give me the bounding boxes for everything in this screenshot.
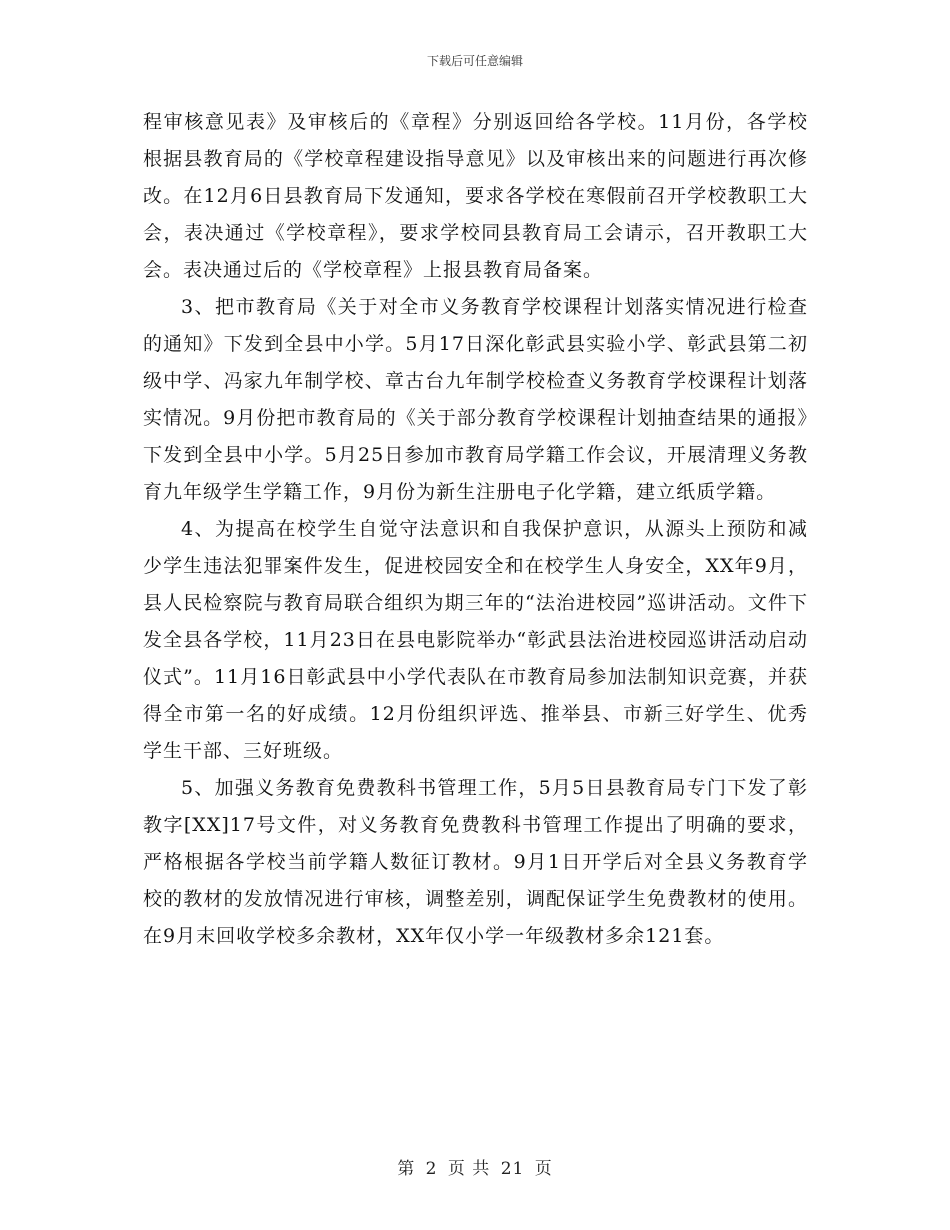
paragraph-4: 5、加强义务教育免费教科书管理工作，5月5日县教育局专门下发了彰教字[XX]17号文件，对义务教育免费教科书管理工作提出了明确的要求，严格根据各学校当前学籍人数征订教材。9月1日开学后对全县义务教育学校的教材的发放情况进行审核，调整差别，调配保证学生免费教材的使用。在9月末回收学校多余教材，XX年仅小学一年级教材多余121套。 [143, 777, 808, 947]
total-pages-number: 21 [500, 1159, 525, 1179]
footer-middle: 页 共 [447, 1159, 491, 1179]
current-page-number: 2 [425, 1159, 438, 1179]
footer-suffix: 页 [534, 1159, 553, 1179]
page-footer [0, 1154, 950, 1179]
footer-prefix: 第 [397, 1159, 416, 1179]
header-note: 下载后可任意编辑 [426, 54, 523, 68]
document-body [143, 104, 808, 955]
paragraph-3: 4、为提高在校学生自觉守法意识和自我保护意识，从源头上预防和减少学生违法犯罪案件发生，促进校园安全和在校学生人身安全，XX年9月，县人民检察院与教育局联合组织为期三年的“法治进校园”巡讲活动。文件下发全县各学校，11月23日在县电影院举办“彰武县法治进校园巡讲活动启动仪式”。11月16日彰武县中小学代表队在市教育局参加法制知识竞赛，并获得全市第一名的好成绩。12月份组织评选、推举县、市新三好学生、优秀学生干部、三好班级。 [143, 518, 808, 762]
paragraph-2: 3、把市教育局《关于对全市义务教育学校课程计划落实情况进行检查的通知》下发到全县中小学。5月17日深化彰武县实验小学、彰武县第二初级中学、冯家九年制学校、章古台九年制学校检查义务教育学校课程计划落实情况。9月份把市教育局的《关于部分教育学校课程计划抽查结果的通报》下发到全县中小学。5月25日参加市教育局学籍工作会议，开展清理义务教育九年级学生学籍工作，9月份为新生注册电子化学籍，建立纸质学籍。 [143, 296, 808, 503]
paragraph-1: 程审核意见表》及审核后的《章程》分别返回给各学校。11月份，各学校根据县教育局的《学校章程建设指导意见》以及审核出来的问题进行再次修改。在12月6日县教育局下发通知，要求各学校在寒假前召开学校教职工大会，表决通过《学校章程》，要求学校同县教育局工会请示，召开教职工大会。表决通过后的《学校章程》上报县教育局备案。 [143, 111, 808, 281]
